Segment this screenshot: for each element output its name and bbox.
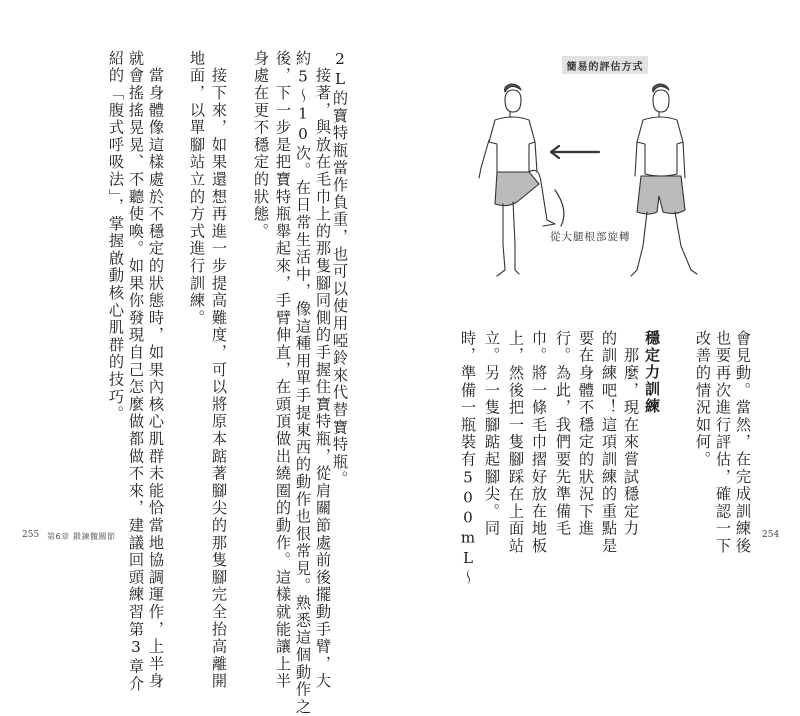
body-text-column: 立。另一隻腳踮起腳尖。同 [483, 330, 501, 538]
body-text-column: 接著，與放在毛巾上的那隻腳同側的手握住寶特瓶，從肩關節處前後擺動手臂，大 [314, 50, 332, 691]
body-text-column: 約5～10次。在日常生活中，像這種用單手提東西的動作也很常見。熟悉這個動作之 [294, 50, 312, 716]
body-text-column: 那麼，現在來嘗試穩定力 [622, 330, 640, 538]
figure-caption: 從大腿根部旋轉 [550, 231, 631, 243]
body-text-column: 改善的情況如何。 [694, 330, 712, 469]
body-text-column: 的訓練吧！這項訓練的重點是 [600, 330, 618, 555]
body-text-column: 行。為此，我們要先準備毛 [554, 330, 572, 538]
body-text-column: 2L的寶特瓶當作負重，也可以使用啞鈴來代替寶特瓶。 [331, 50, 349, 489]
body-text-column: 也要再次進行評估，確認一下 [714, 330, 732, 555]
running-head-chapter: 第6章 [47, 532, 70, 541]
right-page [400, 0, 800, 587]
body-text-column: 要在身體不穩定的狀況下進 [577, 330, 595, 538]
body-text-column: 當身體像這樣處於不穩定的狀態時，如果內核心肌群未能恰當地協調運作，上半身 [147, 50, 165, 691]
body-text-column: 地面，以單腳站立的方式進行訓練。 [188, 50, 206, 327]
figure-label: 簡易的評估方式 [562, 56, 648, 74]
exercise-illustration [475, 80, 715, 280]
running-head-title: 鍛鍊髖關節 [73, 532, 116, 541]
page-number: 255 [22, 530, 40, 540]
body-text-column: 上，然後把一隻腳踩在上面站 [507, 330, 525, 555]
page-number: 254 [762, 530, 780, 540]
body-text-column: 身處在更不穩定的狀態。 [252, 50, 270, 241]
figure-leg-raised-icon [479, 84, 564, 276]
figure-standing-icon [631, 84, 697, 276]
body-text-column: 巾。將一條毛巾摺好放在地板 [530, 330, 548, 555]
body-text-column: 接下來，如果還想再進一步提高難度，可以將原本踮著腳尖的那隻腳完全抬高離開 [210, 50, 228, 691]
body-text-column: 紹的「腹式呼吸法」，掌握啟動核心肌群的技巧。 [107, 50, 125, 423]
arrow-left-icon [551, 146, 599, 158]
section-heading: 穩定力訓練 [643, 330, 661, 415]
body-text-column: 時，準備一瓶裝有500mL～ [459, 330, 477, 587]
body-text-column: 就會搖搖晃晃、不聽使喚。如果你發現自己怎麼做都做不來，建議回頭練習第3章介 [127, 50, 145, 693]
body-text-column: 會見動。當然，在完成訓練後 [734, 330, 752, 555]
body-text-column: 後，下一步是把寶特瓶舉起來，手臂伸直，在頭頂做出繞圈的動作。這樣就能讓上半 [274, 50, 292, 691]
